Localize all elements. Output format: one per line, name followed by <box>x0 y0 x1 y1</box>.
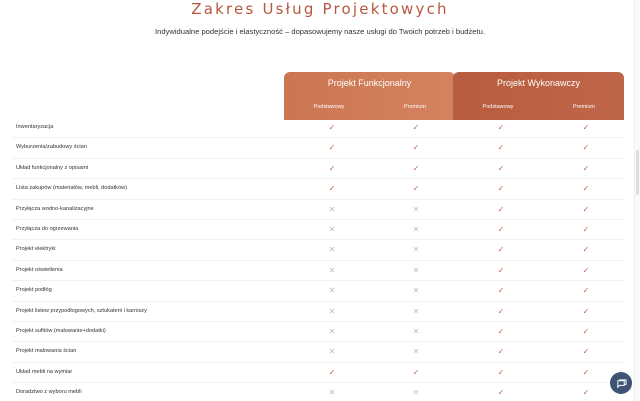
table-row <box>12 159 624 179</box>
cross-icon: ✕ <box>412 347 420 357</box>
feature-label: Projekt listew przypodłogowych, sztukaterii i karniszy <box>16 307 147 314</box>
table-row <box>12 363 624 383</box>
check-icon: ✓ <box>497 245 505 255</box>
check-icon: ✓ <box>328 184 336 194</box>
cross-icon: ✕ <box>328 224 336 234</box>
feature-table <box>12 118 624 401</box>
check-icon: ✓ <box>582 367 590 377</box>
check-icon: ✓ <box>412 184 420 194</box>
feature-label: Inwentaryzacja <box>16 124 54 130</box>
check-icon: ✓ <box>582 184 590 194</box>
cross-icon: ✕ <box>328 286 336 296</box>
cross-icon: ✕ <box>412 388 420 398</box>
table-row <box>12 322 624 342</box>
check-icon: ✓ <box>412 163 420 173</box>
check-icon: ✓ <box>582 326 590 336</box>
check-icon: ✓ <box>582 286 590 296</box>
page-title: Zakres Usług Projektowych <box>191 0 449 18</box>
check-icon: ✓ <box>497 204 505 214</box>
cross-icon: ✕ <box>328 245 336 255</box>
table-row <box>12 240 624 260</box>
feature-label: Przyłącza wodno-kanalizacyjne <box>16 205 94 212</box>
plan-header-funkcjonalny <box>284 72 455 120</box>
table-row <box>12 118 624 138</box>
check-icon: ✓ <box>582 306 590 316</box>
check-icon: ✓ <box>328 143 336 153</box>
cross-icon: ✕ <box>412 326 420 336</box>
feature-label: Doradztwo z wyboru mebli <box>16 389 82 396</box>
table-row <box>12 220 624 240</box>
check-icon: ✓ <box>582 347 590 357</box>
table-row <box>12 302 624 322</box>
cross-icon: ✕ <box>328 204 336 214</box>
check-icon: ✓ <box>497 224 505 234</box>
check-icon: ✓ <box>497 326 505 336</box>
plan-name: Projekt Funkcjonalny <box>327 78 412 88</box>
check-icon: ✓ <box>582 123 590 132</box>
feature-label: Projekt podłóg <box>16 287 52 294</box>
feature-label: Projekt elektryki <box>16 246 56 253</box>
check-icon: ✓ <box>497 286 505 296</box>
check-icon: ✓ <box>497 388 505 398</box>
scrollbar-thumb[interactable] <box>636 150 639 195</box>
cross-icon: ✕ <box>412 245 420 255</box>
feature-label: Projekt oświetlenia <box>16 266 63 273</box>
check-icon: ✓ <box>582 163 590 173</box>
feature-label: Wyburzenia/zabudowy ścian <box>16 144 87 151</box>
check-icon: ✓ <box>497 347 505 357</box>
cross-icon: ✕ <box>328 306 336 316</box>
chat-icon <box>616 378 627 389</box>
check-icon: ✓ <box>328 163 336 173</box>
cross-icon: ✕ <box>412 224 420 234</box>
check-icon: ✓ <box>497 123 505 132</box>
check-icon: ✓ <box>497 184 505 194</box>
cross-icon: ✕ <box>328 388 336 398</box>
check-icon: ✓ <box>497 265 505 275</box>
cross-icon: ✕ <box>328 347 336 357</box>
table-row <box>12 200 624 220</box>
check-icon: ✓ <box>582 388 590 398</box>
feature-label: Układ funkcjonalny z opisami <box>16 164 89 171</box>
check-icon: ✓ <box>497 367 505 377</box>
check-icon: ✓ <box>328 123 336 132</box>
check-icon: ✓ <box>412 143 420 153</box>
cross-icon: ✕ <box>412 306 420 316</box>
check-icon: ✓ <box>497 143 505 153</box>
plan-header-wykonawczy <box>453 72 624 120</box>
check-icon: ✓ <box>582 245 590 255</box>
cross-icon: ✕ <box>412 204 420 214</box>
plan-name: Projekt Wykonawczy <box>497 78 580 88</box>
chat-button[interactable] <box>610 372 632 394</box>
feature-label: Lista zakupów (materiałów, mebli, dodatków) <box>16 185 127 192</box>
table-row <box>12 261 624 281</box>
feature-label: Projekt sufitów (malowanie+dodatki) <box>16 327 106 334</box>
check-icon: ✓ <box>497 163 505 173</box>
cross-icon: ✕ <box>328 265 336 275</box>
cross-icon: ✕ <box>328 326 336 336</box>
check-icon: ✓ <box>497 306 505 316</box>
check-icon: ✓ <box>582 265 590 275</box>
check-icon: ✓ <box>582 204 590 214</box>
cross-icon: ✕ <box>412 265 420 275</box>
table-row <box>12 281 624 301</box>
check-icon: ✓ <box>328 367 336 377</box>
page-subtitle: Indywidualne podejście i elastyczność – dopasowujemy nasze usługi do Twoich potrzeb i budżetu. <box>155 27 485 36</box>
check-icon: ✓ <box>582 224 590 234</box>
table-row <box>12 383 624 401</box>
scrollbar[interactable] <box>634 0 640 401</box>
feature-label: Układ mebli na wymiar <box>16 368 73 375</box>
feature-label: Projekt malowania ścian <box>16 348 77 355</box>
tier-label-podstawowy: Podstawowy <box>482 104 514 110</box>
table-row <box>12 179 624 199</box>
tier-label-podstawowy: Podstawowy <box>313 104 345 110</box>
feature-label: Przyłącza do ogrzewania <box>16 225 79 232</box>
table-row <box>12 138 624 158</box>
tier-label-premium: Premium <box>403 104 426 110</box>
check-icon: ✓ <box>582 143 590 153</box>
table-row <box>12 342 624 362</box>
check-icon: ✓ <box>412 123 420 132</box>
tier-label-premium: Premium <box>572 104 595 110</box>
check-icon: ✓ <box>412 367 420 377</box>
cross-icon: ✕ <box>412 286 420 296</box>
